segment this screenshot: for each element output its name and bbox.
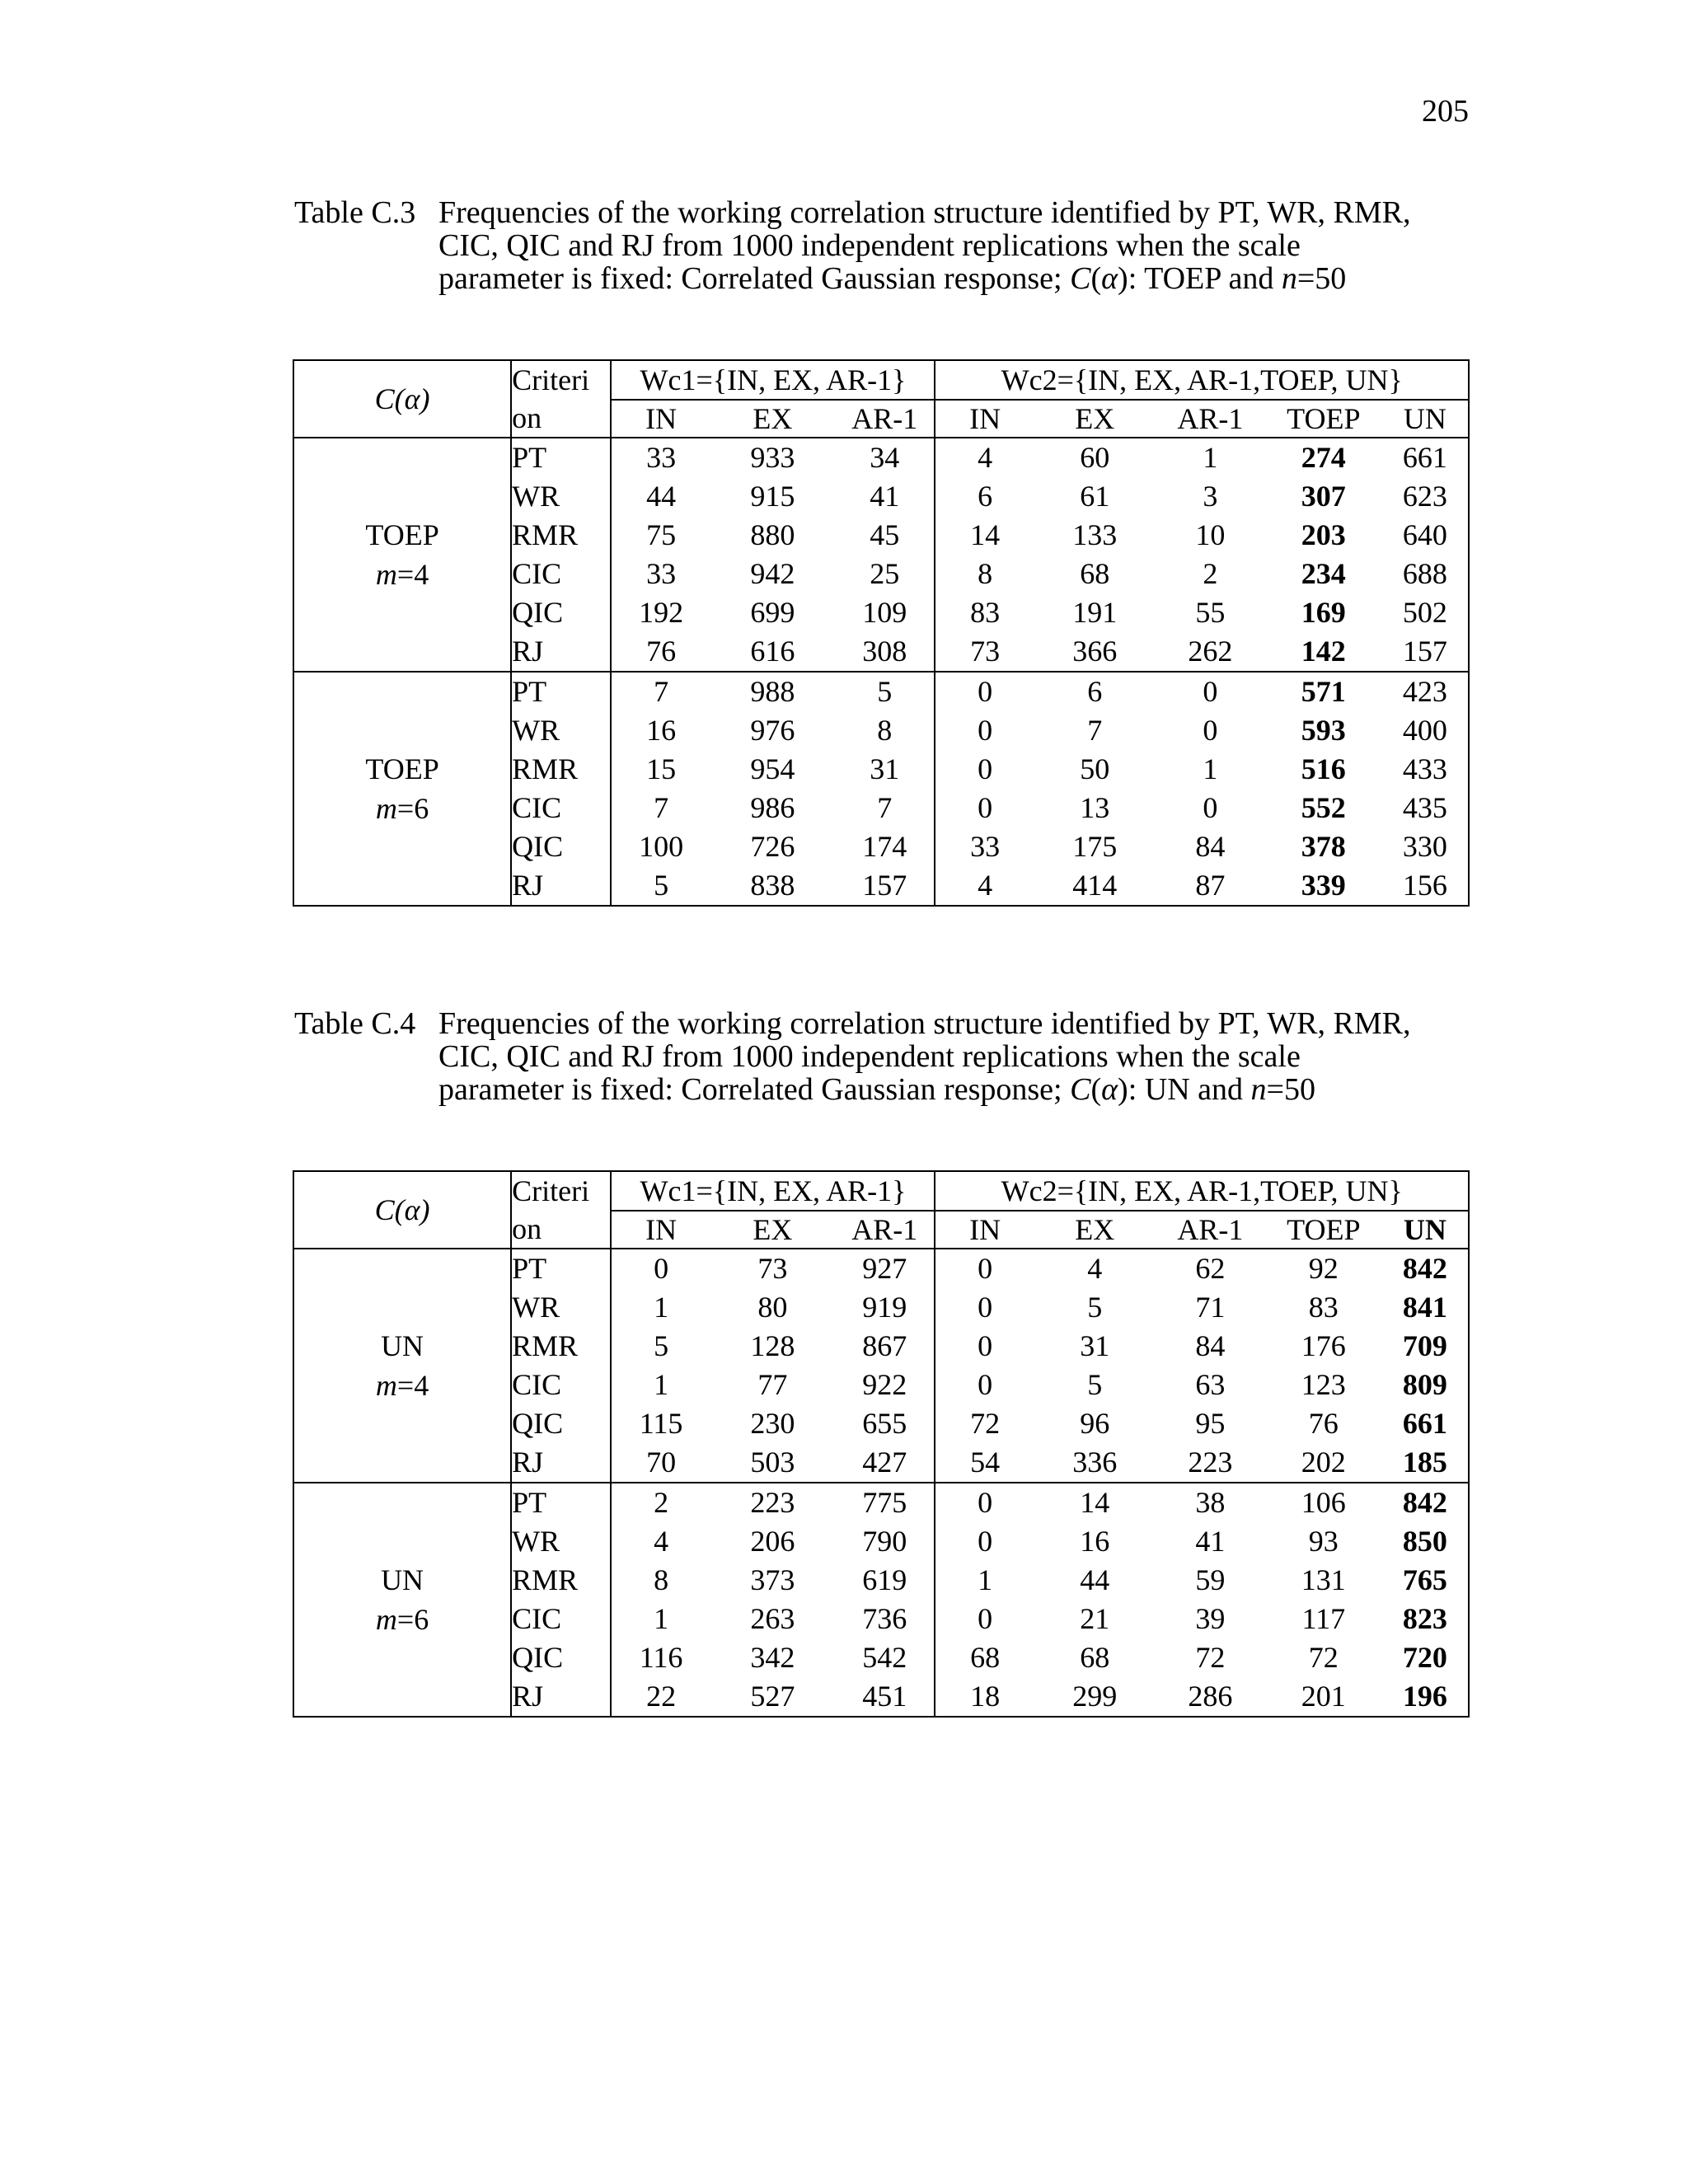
value-cell: 954	[750, 752, 795, 785]
value-cell: 96	[1080, 1407, 1110, 1440]
value-cell: 0	[978, 714, 993, 747]
value-cell: 2	[1203, 557, 1218, 590]
value-cell: 93	[1308, 1525, 1339, 1558]
value-cell: 0	[1203, 714, 1218, 747]
value-cell: 451	[835, 1677, 935, 1717]
value-cell: 850	[1402, 1525, 1447, 1558]
value-cell: 71	[1195, 1291, 1226, 1324]
value-cell: 336	[1034, 1443, 1156, 1483]
value-cell: 4	[1087, 1252, 1103, 1285]
value-cell: 18	[935, 1677, 1034, 1717]
value-cell: 34	[835, 438, 935, 477]
value-cell: 933	[750, 441, 795, 474]
block-m: m=6	[375, 792, 429, 825]
value-cell: 72	[970, 1407, 1001, 1440]
value-cell: 83	[1308, 1291, 1339, 1324]
value-cell: 709	[1402, 1329, 1447, 1362]
criterion-header-line2: on	[512, 401, 542, 434]
value-cell: 0	[978, 1252, 993, 1285]
header-row	[293, 1171, 1469, 1211]
value-cell: 274	[1301, 441, 1346, 474]
criterion-cell: WR	[511, 477, 611, 516]
value-cell: 3	[1203, 480, 1218, 513]
value-cell: 39	[1195, 1602, 1226, 1635]
value-cell: 919	[835, 1288, 935, 1327]
value-cell: 31	[835, 750, 935, 789]
value-cell: 185	[1382, 1443, 1469, 1483]
table-row	[293, 1483, 1469, 1522]
value-cell: 14	[1080, 1486, 1110, 1519]
value-cell: 61	[1080, 480, 1110, 513]
value-cell: 726	[750, 830, 795, 863]
value-cell: 1	[654, 1368, 669, 1401]
value-cell: 720	[1402, 1641, 1447, 1674]
value-cell: 176	[1301, 1329, 1346, 1362]
value-cell: 0	[654, 1252, 669, 1285]
value-cell: 516	[1301, 752, 1346, 785]
block-label	[293, 1483, 511, 1717]
criterion-cell: RJ	[511, 866, 611, 906]
value-cell: 1	[654, 1291, 669, 1324]
value-cell: 339	[1265, 866, 1382, 906]
value-cell: 1	[1203, 752, 1218, 785]
caption-line: Frequencies of the working correlation structure identified by PT, WR, RMR,	[438, 1006, 1411, 1041]
value-cell: 0	[978, 1329, 993, 1362]
criterion-cell: QIC	[511, 1638, 611, 1677]
value-cell: 6	[1087, 675, 1103, 708]
frequency-table-c3	[293, 359, 1470, 907]
subheader-ar-1: AR-1	[1156, 400, 1265, 438]
block-structure: UN	[381, 1563, 424, 1596]
block-label	[293, 672, 511, 906]
value-cell: 922	[835, 1366, 935, 1404]
value-cell: 699	[750, 596, 795, 629]
subheader-ar-1: AR-1	[835, 400, 935, 438]
value-cell: 50	[1080, 752, 1110, 785]
value-cell: 22	[611, 1677, 710, 1717]
value-cell: 75	[646, 518, 677, 551]
value-cell: 5	[835, 672, 935, 711]
value-cell: 206	[750, 1525, 795, 1558]
group-header-wc2: Wc2={IN, EX, AR-1,TOEP, UN}	[935, 1171, 1469, 1211]
value-cell: 1	[654, 1602, 669, 1635]
subheader-ex: EX	[1034, 1211, 1156, 1249]
frequency-table-c4	[293, 1170, 1470, 1718]
value-cell: 330	[1402, 830, 1447, 863]
value-cell: 5	[654, 1329, 669, 1362]
value-cell: 54	[935, 1443, 1034, 1483]
value-cell: 842	[1402, 1486, 1447, 1519]
value-cell: 87	[1156, 866, 1265, 906]
value-cell: 196	[1382, 1677, 1469, 1717]
value-cell: 92	[1308, 1252, 1339, 1285]
value-cell: 60	[1080, 441, 1110, 474]
value-cell: 76	[1308, 1407, 1339, 1440]
value-cell: 72	[1308, 1641, 1339, 1674]
value-cell: 174	[835, 827, 935, 866]
value-cell: 84	[1195, 1329, 1226, 1362]
value-cell: 400	[1402, 714, 1447, 747]
value-cell: 640	[1402, 518, 1447, 551]
criterion-cell: RJ	[511, 1677, 611, 1717]
criterion-cell: PT	[511, 672, 611, 711]
value-cell: 7	[1087, 714, 1103, 747]
subheader-ar-1: AR-1	[835, 1211, 935, 1249]
table-caption	[294, 1007, 1481, 1106]
block-m: m=6	[375, 1603, 429, 1636]
value-cell: 45	[835, 516, 935, 555]
caption-line: parameter is fixed: Correlated Gaussian response; C(α): TOEP and n=50	[438, 261, 1347, 296]
value-cell: 142	[1265, 632, 1382, 672]
value-cell: 688	[1402, 557, 1447, 590]
caption-label: Table C.4	[294, 1006, 416, 1041]
value-cell: 0	[1203, 675, 1218, 708]
value-cell: 262	[1156, 632, 1265, 672]
value-cell: 55	[1195, 596, 1226, 629]
value-cell: 542	[835, 1638, 935, 1677]
value-cell: 14	[970, 518, 1001, 551]
group-header-wc2: Wc2={IN, EX, AR-1,TOEP, UN}	[935, 360, 1469, 400]
value-cell: 308	[835, 632, 935, 672]
value-cell: 841	[1402, 1291, 1447, 1324]
value-cell: 661	[1402, 441, 1447, 474]
value-cell: 435	[1402, 791, 1447, 824]
subheader-ex: EX	[710, 1211, 835, 1249]
value-cell: 95	[1195, 1407, 1226, 1440]
value-cell: 44	[1080, 1563, 1110, 1596]
criterion-cell: PT	[511, 438, 611, 477]
group-header-wc1: Wc1={IN, EX, AR-1}	[611, 360, 935, 400]
value-cell: 16	[646, 714, 677, 747]
value-cell: 44	[646, 480, 677, 513]
value-cell: 0	[978, 752, 993, 785]
value-cell: 423	[1402, 675, 1447, 708]
value-cell: 915	[750, 480, 795, 513]
value-cell: 59	[1195, 1563, 1226, 1596]
value-cell: 867	[835, 1327, 935, 1366]
criterion-cell: WR	[511, 1288, 611, 1327]
value-cell: 33	[646, 441, 677, 474]
criterion-cell: PT	[511, 1483, 611, 1522]
value-cell: 809	[1402, 1368, 1447, 1401]
criterion-cell: RJ	[511, 632, 611, 672]
value-cell: 502	[1402, 596, 1447, 629]
value-cell: 366	[1034, 632, 1156, 672]
value-cell: 38	[1195, 1486, 1226, 1519]
criterion-cell: WR	[511, 711, 611, 750]
block-label	[293, 1249, 511, 1483]
value-cell: 192	[639, 596, 684, 629]
value-cell: 307	[1301, 480, 1346, 513]
value-cell: 84	[1195, 830, 1226, 863]
criterion-cell: WR	[511, 1522, 611, 1561]
value-cell: 655	[835, 1404, 935, 1443]
value-cell: 765	[1402, 1563, 1447, 1596]
subheader-in: IN	[935, 400, 1034, 438]
value-cell: 117	[1301, 1602, 1346, 1635]
value-cell: 927	[835, 1249, 935, 1288]
value-cell: 842	[1402, 1252, 1447, 1285]
value-cell: 790	[835, 1522, 935, 1561]
page-number: 205	[1422, 94, 1469, 129]
value-cell: 223	[1156, 1443, 1265, 1483]
value-cell: 25	[835, 555, 935, 593]
calpha-header: C(α)	[293, 1171, 511, 1249]
value-cell: 342	[750, 1641, 795, 1674]
value-cell: 623	[1402, 480, 1447, 513]
block-m: m=4	[375, 1369, 429, 1402]
block-structure: UN	[381, 1329, 424, 1362]
value-cell: 0	[978, 675, 993, 708]
subheader-un: UN	[1382, 400, 1469, 438]
value-cell: 988	[750, 675, 795, 708]
group-header-wc1: Wc1={IN, EX, AR-1}	[611, 1171, 935, 1211]
criterion-cell: PT	[511, 1249, 611, 1288]
value-cell: 5	[611, 866, 710, 906]
value-cell: 8	[654, 1563, 669, 1596]
value-cell: 736	[835, 1600, 935, 1638]
value-cell: 661	[1402, 1407, 1447, 1440]
subheader-toep: TOEP	[1265, 400, 1382, 438]
criterion-header-line1: Criteri	[512, 1174, 590, 1207]
caption-line: CIC, QIC and RJ from 1000 independent replications when the scale	[438, 1039, 1301, 1074]
subheader-ar-1: AR-1	[1156, 1211, 1265, 1249]
value-cell: 33	[970, 830, 1001, 863]
caption-line: parameter is fixed: Correlated Gaussian response; C(α): UN and n=50	[438, 1072, 1315, 1107]
value-cell: 169	[1301, 596, 1346, 629]
block-structure: TOEP	[365, 518, 439, 551]
calpha-header: C(α)	[293, 360, 511, 438]
value-cell: 433	[1402, 752, 1447, 785]
value-cell: 838	[710, 866, 835, 906]
subheader-toep: TOEP	[1265, 1211, 1382, 1249]
value-cell: 552	[1301, 791, 1346, 824]
value-cell: 73	[935, 632, 1034, 672]
value-cell: 106	[1301, 1486, 1346, 1519]
value-cell: 378	[1301, 830, 1346, 863]
value-cell: 6	[978, 480, 993, 513]
table-row	[293, 438, 1469, 477]
value-cell: 41	[835, 477, 935, 516]
subheader-ex: EX	[1034, 400, 1156, 438]
value-cell: 286	[1156, 1677, 1265, 1717]
value-cell: 131	[1301, 1563, 1346, 1596]
value-cell: 7	[654, 675, 669, 708]
caption-line: CIC, QIC and RJ from 1000 independent replications when the scale	[438, 228, 1301, 263]
value-cell: 73	[757, 1252, 788, 1285]
value-cell: 0	[978, 1525, 993, 1558]
value-cell: 1	[978, 1563, 993, 1596]
criterion-cell: CIC	[511, 1600, 611, 1638]
block-label	[293, 438, 511, 672]
value-cell: 68	[970, 1641, 1001, 1674]
criterion-cell: CIC	[511, 1366, 611, 1404]
criterion-cell: RMR	[511, 1561, 611, 1600]
criterion-cell: QIC	[511, 593, 611, 632]
value-cell: 68	[1080, 1641, 1110, 1674]
caption-line: Frequencies of the working correlation structure identified by PT, WR, RMR,	[438, 195, 1411, 230]
criterion-header	[511, 1171, 611, 1249]
criterion-cell: RMR	[511, 516, 611, 555]
value-cell: 4	[654, 1525, 669, 1558]
value-cell: 616	[710, 632, 835, 672]
criterion-cell: CIC	[511, 555, 611, 593]
block-m: m=4	[375, 558, 429, 591]
criterion-cell: RMR	[511, 750, 611, 789]
value-cell: 157	[1382, 632, 1469, 672]
value-cell: 234	[1301, 557, 1346, 590]
value-cell: 1	[1203, 441, 1218, 474]
header-row	[293, 360, 1469, 400]
value-cell: 414	[1034, 866, 1156, 906]
criterion-cell: QIC	[511, 1404, 611, 1443]
value-cell: 128	[750, 1329, 795, 1362]
value-cell: 72	[1195, 1641, 1226, 1674]
value-cell: 0	[978, 1486, 993, 1519]
subheader-ex: EX	[710, 400, 835, 438]
caption-label: Table C.3	[294, 195, 416, 230]
value-cell: 63	[1195, 1368, 1226, 1401]
value-cell: 203	[1301, 518, 1346, 551]
value-cell: 4	[935, 866, 1034, 906]
value-cell: 133	[1072, 518, 1118, 551]
value-cell: 503	[710, 1443, 835, 1483]
value-cell: 202	[1265, 1443, 1382, 1483]
value-cell: 201	[1265, 1677, 1382, 1717]
value-cell: 191	[1072, 596, 1118, 629]
criterion-cell: RMR	[511, 1327, 611, 1366]
value-cell: 33	[646, 557, 677, 590]
value-cell: 0	[1203, 791, 1218, 824]
value-cell: 976	[750, 714, 795, 747]
value-cell: 0	[978, 1368, 993, 1401]
value-cell: 942	[750, 557, 795, 590]
value-cell: 77	[757, 1368, 788, 1401]
table-row	[293, 1249, 1469, 1288]
value-cell: 0	[978, 1602, 993, 1635]
value-cell: 2	[654, 1486, 669, 1519]
value-cell: 13	[1080, 791, 1110, 824]
value-cell: 223	[750, 1486, 795, 1519]
table-row	[293, 672, 1469, 711]
value-cell: 68	[1080, 557, 1110, 590]
value-cell: 0	[978, 791, 993, 824]
value-cell: 80	[757, 1291, 788, 1324]
criterion-cell: RJ	[511, 1443, 611, 1483]
value-cell: 880	[750, 518, 795, 551]
value-cell: 8	[978, 557, 993, 590]
value-cell: 5	[1087, 1368, 1103, 1401]
value-cell: 156	[1382, 866, 1469, 906]
value-cell: 619	[835, 1561, 935, 1600]
subheader-un: UN	[1382, 1211, 1469, 1249]
criterion-header-line2: on	[512, 1212, 542, 1245]
criterion-cell: QIC	[511, 827, 611, 866]
subheader-in: IN	[935, 1211, 1034, 1249]
value-cell: 21	[1080, 1602, 1110, 1635]
value-cell: 571	[1301, 675, 1346, 708]
value-cell: 100	[639, 830, 684, 863]
value-cell: 7	[654, 791, 669, 824]
subheader-in: IN	[611, 1211, 710, 1249]
value-cell: 263	[750, 1602, 795, 1635]
value-cell: 4	[978, 441, 993, 474]
block-structure: TOEP	[365, 752, 439, 785]
value-cell: 230	[750, 1407, 795, 1440]
value-cell: 41	[1195, 1525, 1226, 1558]
value-cell: 31	[1080, 1329, 1110, 1362]
value-cell: 70	[611, 1443, 710, 1483]
criterion-header	[511, 360, 611, 438]
value-cell: 157	[835, 866, 935, 906]
value-cell: 62	[1195, 1252, 1226, 1285]
value-cell: 109	[835, 593, 935, 632]
value-cell: 15	[646, 752, 677, 785]
value-cell: 5	[1087, 1291, 1103, 1324]
criterion-cell: CIC	[511, 789, 611, 827]
table-caption	[294, 196, 1481, 295]
value-cell: 823	[1402, 1602, 1447, 1635]
value-cell: 775	[835, 1483, 935, 1522]
subheader-in: IN	[611, 400, 710, 438]
value-cell: 16	[1080, 1525, 1110, 1558]
value-cell: 83	[970, 596, 1001, 629]
value-cell: 7	[835, 789, 935, 827]
value-cell: 175	[1072, 830, 1118, 863]
value-cell: 427	[835, 1443, 935, 1483]
criterion-header-line1: Criteri	[512, 363, 590, 396]
value-cell: 373	[750, 1563, 795, 1596]
value-cell: 115	[639, 1407, 683, 1440]
value-cell: 527	[710, 1677, 835, 1717]
value-cell: 8	[835, 711, 935, 750]
value-cell: 123	[1301, 1368, 1346, 1401]
value-cell: 76	[611, 632, 710, 672]
value-cell: 10	[1195, 518, 1226, 551]
value-cell: 299	[1034, 1677, 1156, 1717]
value-cell: 593	[1301, 714, 1346, 747]
value-cell: 0	[978, 1291, 993, 1324]
value-cell: 116	[639, 1641, 683, 1674]
value-cell: 986	[750, 791, 795, 824]
